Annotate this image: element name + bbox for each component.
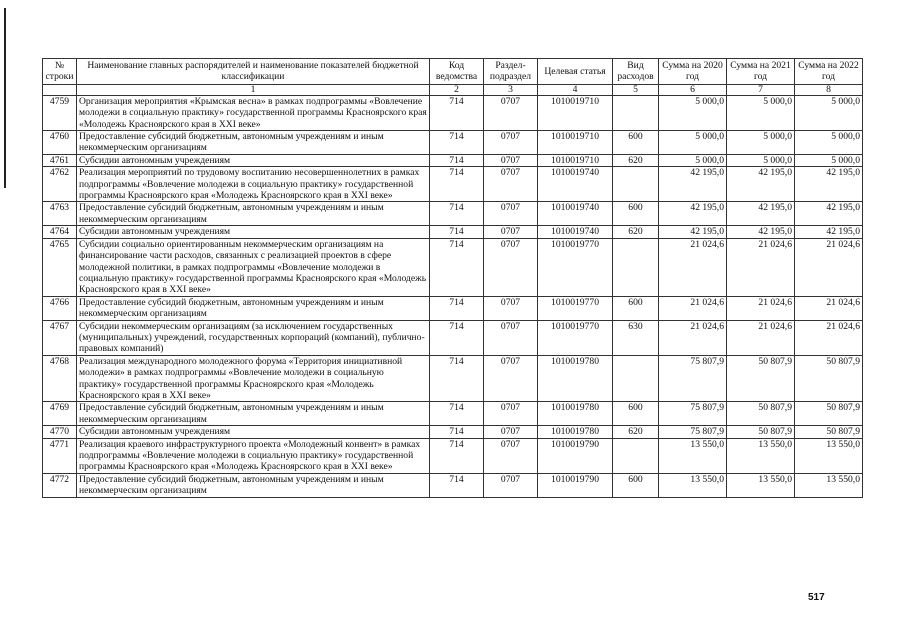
- row-dept-code-cell: 714: [430, 226, 484, 238]
- row-target-article-cell: 1010019780: [538, 402, 613, 426]
- row-sum-2022-cell: 21 024,6: [795, 296, 863, 320]
- row-target-article-cell: 1010019790: [538, 438, 613, 473]
- row-sum-2020-cell: 13 550,0: [659, 438, 727, 473]
- row-sum-2021-cell: 5 000,0: [727, 154, 795, 166]
- row-target-article-cell: 1010019710: [538, 131, 613, 155]
- row-sum-2020-cell: 5 000,0: [659, 154, 727, 166]
- row-expense-type-cell: [613, 438, 659, 473]
- column-number: 1: [77, 84, 430, 95]
- row-sum-2020-cell: 13 550,0: [659, 473, 727, 497]
- row-expense-type-cell: 630: [613, 320, 659, 355]
- row-expense-type-cell: 600: [613, 296, 659, 320]
- table-row: [43, 355, 863, 402]
- row-target-article-cell: 1010019770: [538, 296, 613, 320]
- row-number-cell: 4765: [43, 238, 77, 296]
- row-section-cell: 0707: [484, 202, 538, 226]
- row-section-cell: 0707: [484, 296, 538, 320]
- row-name-cell: Предоставление субсидий бюджетным, автономным учреждениям и иным некоммерческим организациям: [77, 296, 430, 320]
- row-sum-2020-cell: 42 195,0: [659, 226, 727, 238]
- row-target-article-cell: 1010019740: [538, 167, 613, 202]
- table-row: [43, 202, 863, 226]
- row-sum-2021-cell: 21 024,6: [727, 320, 795, 355]
- row-sum-2021-cell: 50 807,9: [727, 426, 795, 438]
- row-section-cell: 0707: [484, 226, 538, 238]
- row-sum-2022-cell: 13 550,0: [795, 473, 863, 497]
- row-sum-2021-cell: 50 807,9: [727, 355, 795, 402]
- row-dept-code-cell: 714: [430, 426, 484, 438]
- row-dept-code-cell: 714: [430, 95, 484, 130]
- row-name-cell: Реализация мероприятий по трудовому воспитанию несовершеннолетних в рамках подпрограммы «Вовлечение молодежи в социальную практику» государственной программы Красноярского края «Молодежь Красноярского края в XXI веке»: [77, 167, 430, 202]
- row-number-cell: 4761: [43, 154, 77, 166]
- row-sum-2022-cell: 50 807,9: [795, 402, 863, 426]
- row-sum-2021-cell: 42 195,0: [727, 167, 795, 202]
- row-target-article-cell: 1010019710: [538, 154, 613, 166]
- row-target-article-cell: 1010019780: [538, 355, 613, 402]
- row-target-article-cell: 1010019770: [538, 238, 613, 296]
- row-sum-2020-cell: 75 807,9: [659, 355, 727, 402]
- row-name-cell: Организация мероприятия «Крымская весна» в рамках подпрограммы «Вовлечение молодежи в социальную практику» государственной программы Красноярского края «Молодежь Красноярского края в XXI веке»: [77, 95, 430, 130]
- row-sum-2021-cell: 5 000,0: [727, 95, 795, 130]
- header-dept-code: Код ведомства: [430, 59, 484, 85]
- row-dept-code-cell: 714: [430, 320, 484, 355]
- row-name-cell: Субсидии социально ориентированным некоммерческим организациям на финансирование части расходов, связанных с реализацией проектов в сфере молодежной политики, в рамках подпрограммы «Вовлечение молодежи в социальную практику» государственной программы Красноярского края «Молодежь Красноярского края в XXI веке»: [77, 238, 430, 296]
- table-row: [43, 154, 863, 166]
- row-section-cell: 0707: [484, 473, 538, 497]
- row-sum-2020-cell: 21 024,6: [659, 296, 727, 320]
- row-sum-2022-cell: 5 000,0: [795, 131, 863, 155]
- row-expense-type-cell: [613, 95, 659, 130]
- row-dept-code-cell: 714: [430, 296, 484, 320]
- row-target-article-cell: 1010019780: [538, 426, 613, 438]
- row-number-cell: 4759: [43, 95, 77, 130]
- row-section-cell: 0707: [484, 131, 538, 155]
- row-sum-2022-cell: 13 550,0: [795, 438, 863, 473]
- row-expense-type-cell: 600: [613, 402, 659, 426]
- budget-table: [42, 58, 863, 498]
- table-row: [43, 296, 863, 320]
- row-sum-2021-cell: 50 807,9: [727, 402, 795, 426]
- table-row: [43, 95, 863, 130]
- row-sum-2021-cell: 5 000,0: [727, 131, 795, 155]
- table-row: [43, 473, 863, 497]
- page-number: 517: [808, 592, 825, 603]
- row-dept-code-cell: 714: [430, 167, 484, 202]
- row-name-cell: Субсидии автономным учреждениям: [77, 154, 430, 166]
- row-expense-type-cell: [613, 355, 659, 402]
- row-number-cell: 4763: [43, 202, 77, 226]
- table-row: [43, 131, 863, 155]
- table-body: [43, 95, 863, 497]
- column-number: 7: [727, 84, 795, 95]
- row-number-cell: 4771: [43, 438, 77, 473]
- row-sum-2022-cell: 42 195,0: [795, 226, 863, 238]
- row-dept-code-cell: 714: [430, 355, 484, 402]
- row-section-cell: 0707: [484, 238, 538, 296]
- row-sum-2022-cell: 21 024,6: [795, 238, 863, 296]
- row-expense-type-cell: 620: [613, 154, 659, 166]
- row-section-cell: 0707: [484, 426, 538, 438]
- header-name: Наименование главных распорядителей и наименование показателей бюджетной классификации: [77, 59, 430, 85]
- row-sum-2020-cell: 5 000,0: [659, 131, 727, 155]
- row-sum-2022-cell: 5 000,0: [795, 154, 863, 166]
- header-sum-2020: Сумма на 2020 год: [659, 59, 727, 85]
- row-expense-type-cell: 600: [613, 473, 659, 497]
- row-number-cell: 4764: [43, 226, 77, 238]
- column-number-row: [43, 84, 863, 95]
- row-sum-2021-cell: 13 550,0: [727, 438, 795, 473]
- row-name-cell: Субсидии автономным учреждениям: [77, 426, 430, 438]
- row-section-cell: 0707: [484, 438, 538, 473]
- row-sum-2022-cell: 42 195,0: [795, 202, 863, 226]
- row-dept-code-cell: 714: [430, 154, 484, 166]
- row-expense-type-cell: [613, 238, 659, 296]
- row-sum-2020-cell: 75 807,9: [659, 402, 727, 426]
- row-name-cell: Субсидии некоммерческим организациям (за исключением государственных (муниципальных) учреждений, государственных корпораций (компаний), публично-правовых компаний): [77, 320, 430, 355]
- row-name-cell: Предоставление субсидий бюджетным, автономным учреждениям и иным некоммерческим организациям: [77, 402, 430, 426]
- row-sum-2022-cell: 42 195,0: [795, 167, 863, 202]
- row-sum-2020-cell: 42 195,0: [659, 202, 727, 226]
- row-dept-code-cell: 714: [430, 202, 484, 226]
- row-number-cell: 4769: [43, 402, 77, 426]
- header-sum-2022: Сумма на 2022 год: [795, 59, 863, 85]
- table-row: [43, 238, 863, 296]
- row-section-cell: 0707: [484, 320, 538, 355]
- row-number-cell: 4760: [43, 131, 77, 155]
- row-expense-type-cell: 600: [613, 202, 659, 226]
- table-row: [43, 438, 863, 473]
- row-expense-type-cell: 600: [613, 131, 659, 155]
- row-section-cell: 0707: [484, 402, 538, 426]
- column-number: 3: [484, 84, 538, 95]
- row-sum-2021-cell: 42 195,0: [727, 226, 795, 238]
- row-dept-code-cell: 714: [430, 131, 484, 155]
- row-number-cell: 4768: [43, 355, 77, 402]
- row-section-cell: 0707: [484, 355, 538, 402]
- row-sum-2021-cell: 21 024,6: [727, 296, 795, 320]
- row-expense-type-cell: 620: [613, 226, 659, 238]
- row-sum-2020-cell: 42 195,0: [659, 167, 727, 202]
- table-row: [43, 226, 863, 238]
- row-dept-code-cell: 714: [430, 473, 484, 497]
- header-row-number: № строки: [43, 59, 77, 85]
- column-number: 8: [795, 84, 863, 95]
- row-name-cell: Субсидии автономным учреждениям: [77, 226, 430, 238]
- row-target-article-cell: 1010019740: [538, 226, 613, 238]
- row-sum-2022-cell: 50 807,9: [795, 355, 863, 402]
- row-sum-2022-cell: 21 024,6: [795, 320, 863, 355]
- header-section: Раздел-подраздел: [484, 59, 538, 85]
- row-sum-2022-cell: 5 000,0: [795, 95, 863, 130]
- row-sum-2021-cell: 13 550,0: [727, 473, 795, 497]
- row-sum-2020-cell: 21 024,6: [659, 320, 727, 355]
- row-number-cell: 4770: [43, 426, 77, 438]
- row-name-cell: Реализация краевого инфраструктурного проекта «Молодежный конвент» в рамках подпрограммы «Вовлечение молодежи в социальную практику» государственной программы Красноярского края «Молодежь Красноярского края в XXI веке»: [77, 438, 430, 473]
- row-sum-2020-cell: 5 000,0: [659, 95, 727, 130]
- row-sum-2021-cell: 42 195,0: [727, 202, 795, 226]
- column-number: 4: [538, 84, 613, 95]
- row-sum-2022-cell: 50 807,9: [795, 426, 863, 438]
- row-section-cell: 0707: [484, 154, 538, 166]
- row-number-cell: 4772: [43, 473, 77, 497]
- row-number-cell: 4767: [43, 320, 77, 355]
- row-expense-type-cell: [613, 167, 659, 202]
- column-number: 5: [613, 84, 659, 95]
- row-section-cell: 0707: [484, 167, 538, 202]
- table-row: [43, 426, 863, 438]
- row-sum-2020-cell: 21 024,6: [659, 238, 727, 296]
- column-number: 6: [659, 84, 727, 95]
- table-row: [43, 402, 863, 426]
- header-target-article: Целевая статья: [538, 59, 613, 85]
- row-target-article-cell: 1010019740: [538, 202, 613, 226]
- row-name-cell: Реализация международного молодежного форума «Территория инициативной молодежи» в рамках подпрограммы «Вовлечение молодежи в социальную практику» государственной программы Красноярского края «Молодежь Красноярского края в XXI веке»: [77, 355, 430, 402]
- row-name-cell: Предоставление субсидий бюджетным, автономным учреждениям и иным некоммерческим организациям: [77, 202, 430, 226]
- table-row: [43, 320, 863, 355]
- row-sum-2020-cell: 75 807,9: [659, 426, 727, 438]
- row-sum-2021-cell: 21 024,6: [727, 238, 795, 296]
- header-expense-type: Вид расходов: [613, 59, 659, 85]
- row-name-cell: Предоставление субсидий бюджетным, автономным учреждениям и иным некоммерческим организациям: [77, 131, 430, 155]
- row-target-article-cell: 1010019710: [538, 95, 613, 130]
- row-number-cell: 4766: [43, 296, 77, 320]
- row-expense-type-cell: 620: [613, 426, 659, 438]
- row-number-cell: 4762: [43, 167, 77, 202]
- row-target-article-cell: 1010019790: [538, 473, 613, 497]
- column-number: [43, 84, 77, 95]
- row-target-article-cell: 1010019770: [538, 320, 613, 355]
- row-dept-code-cell: 714: [430, 402, 484, 426]
- table-row: [43, 167, 863, 202]
- row-name-cell: Предоставление субсидий бюджетным, автономным учреждениям и иным некоммерческим организациям: [77, 473, 430, 497]
- row-section-cell: 0707: [484, 95, 538, 130]
- row-dept-code-cell: 714: [430, 238, 484, 296]
- margin-line: [4, 8, 6, 188]
- header-row: [43, 59, 863, 85]
- column-number: 2: [430, 84, 484, 95]
- row-dept-code-cell: 714: [430, 438, 484, 473]
- header-sum-2021: Сумма на 2021 год: [727, 59, 795, 85]
